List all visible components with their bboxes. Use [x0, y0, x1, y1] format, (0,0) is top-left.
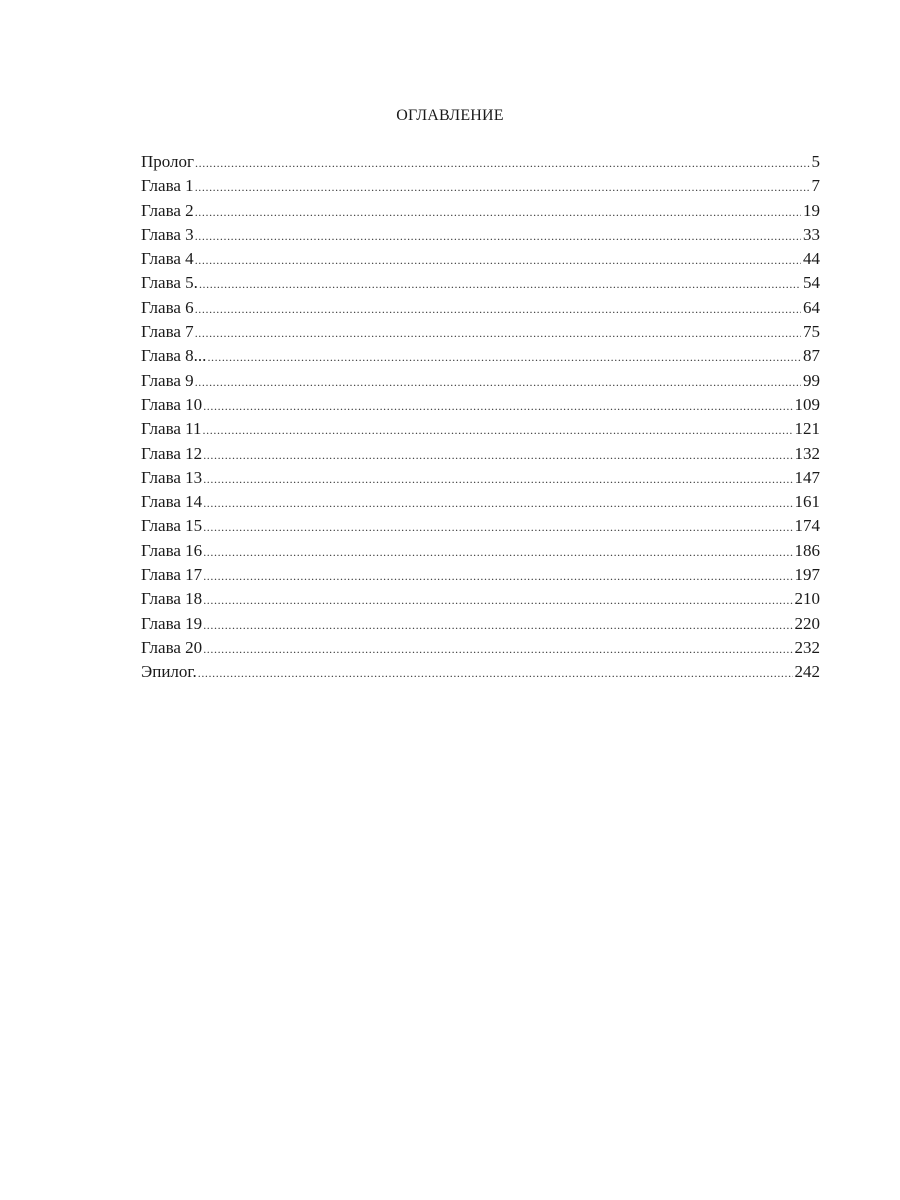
toc-entry-page-number: 232	[794, 637, 820, 657]
toc-entry-label: Глава 8...	[141, 346, 207, 366]
toc-entry-label: Глава 13	[141, 467, 203, 487]
toc-entry	[141, 442, 820, 466]
toc-entry	[141, 150, 820, 174]
toc-entry-label: Глава 19	[141, 613, 203, 633]
toc-dot-leader	[207, 345, 801, 368]
toc-dot-leader	[195, 200, 801, 223]
toc-dot-leader	[203, 418, 793, 441]
toc-dot-leader	[199, 272, 801, 295]
toc-dot-leader	[203, 443, 792, 466]
toc-entry	[141, 344, 820, 368]
toc-entry-label: Глава 14	[141, 492, 203, 512]
toc-entry-label: Глава 6	[141, 297, 194, 317]
toc-entry-label: Глава 5.	[141, 273, 198, 293]
toc-dot-leader	[203, 515, 792, 538]
toc-entry	[141, 636, 820, 660]
toc-entry-label: Глава 3	[141, 224, 194, 244]
toc-entry-page-number: 54	[803, 273, 820, 293]
toc-dot-leader	[195, 224, 801, 247]
toc-entry-page-number: 220	[794, 613, 820, 633]
toc-entry-page-number: 33	[803, 224, 820, 244]
toc-entry	[141, 563, 820, 587]
toc-entry-label: Пролог	[141, 152, 195, 171]
toc-entry	[141, 490, 820, 514]
toc-dot-leader	[203, 491, 792, 514]
toc-dot-leader	[203, 588, 792, 611]
toc-entry-label: Глава 10	[141, 394, 203, 414]
toc-entry-label: Глава 4	[141, 249, 194, 269]
toc-entry-page-number: 7	[811, 176, 820, 196]
toc-entry-page-number: 242	[794, 662, 820, 682]
toc-dot-leader	[203, 564, 792, 587]
toc-dot-leader	[203, 394, 792, 417]
toc-list	[141, 150, 820, 685]
toc-entry	[141, 199, 820, 223]
toc-entry-label: Глава 9	[141, 370, 194, 390]
toc-entry-label: Эпилог.	[141, 662, 197, 682]
toc-entry	[141, 369, 820, 393]
toc-entry	[141, 587, 820, 611]
toc-entry-label: Глава 16	[141, 540, 203, 560]
toc-entry-page-number: 186	[794, 540, 820, 560]
toc-entry-label: Глава 7	[141, 322, 194, 342]
toc-entry-label: Глава 2	[141, 200, 194, 220]
toc-entry	[141, 612, 820, 636]
toc-dot-leader	[195, 370, 801, 393]
toc-entry-page-number: 87	[803, 346, 820, 366]
toc-entry-page-number: 109	[794, 394, 820, 414]
toc-dot-leader	[195, 175, 810, 198]
toc-dot-leader	[195, 297, 801, 320]
toc-entry-label: Глава 11	[141, 419, 202, 439]
toc-entry-page-number: 210	[794, 589, 820, 609]
toc-entry-label: Глава 12	[141, 443, 203, 463]
toc-entry-page-number: 44	[803, 249, 820, 269]
toc-dot-leader	[203, 540, 792, 563]
toc-entry	[141, 320, 820, 344]
toc-entry	[141, 223, 820, 247]
toc-entry	[141, 660, 820, 684]
toc-entry	[141, 174, 820, 198]
toc-entry-page-number: 5	[811, 152, 820, 171]
toc-entry-label: Глава 18	[141, 589, 203, 609]
toc-entry-page-number: 75	[803, 322, 820, 342]
toc-title: ОГЛАВЛЕНИЕ	[396, 107, 504, 124]
toc-entry-page-number: 19	[803, 200, 820, 220]
toc-dot-leader	[195, 151, 809, 174]
toc-entry	[141, 514, 820, 538]
toc-dot-leader	[203, 467, 792, 490]
toc-entry	[141, 296, 820, 320]
toc-entry-page-number: 132	[794, 443, 820, 463]
toc-entry	[141, 247, 820, 271]
toc-entry	[141, 393, 820, 417]
toc-entry-label: Глава 20	[141, 637, 203, 657]
toc-entry-label: Глава 17	[141, 565, 203, 585]
toc-dot-leader	[195, 321, 801, 344]
toc-dot-leader	[203, 613, 792, 636]
toc-entry-page-number: 99	[803, 370, 820, 390]
toc-entry-page-number: 147	[794, 467, 820, 487]
toc-entry-label: Глава 15	[141, 516, 203, 536]
toc-entry	[141, 417, 820, 441]
toc-entry	[141, 539, 820, 563]
toc-entry-page-number: 197	[794, 565, 820, 585]
toc-entry-page-number: 174	[794, 516, 820, 536]
toc-entry-page-number: 161	[794, 492, 820, 512]
toc-entry	[141, 271, 820, 295]
toc-dot-leader	[203, 637, 792, 660]
toc-dot-leader	[195, 248, 801, 271]
toc-entry-page-number: 64	[803, 297, 820, 317]
toc-entry-page-number: 121	[794, 419, 820, 439]
toc-entry-label: Глава 1	[141, 176, 194, 196]
toc-entry	[141, 466, 820, 490]
toc-dot-leader	[198, 661, 793, 684]
